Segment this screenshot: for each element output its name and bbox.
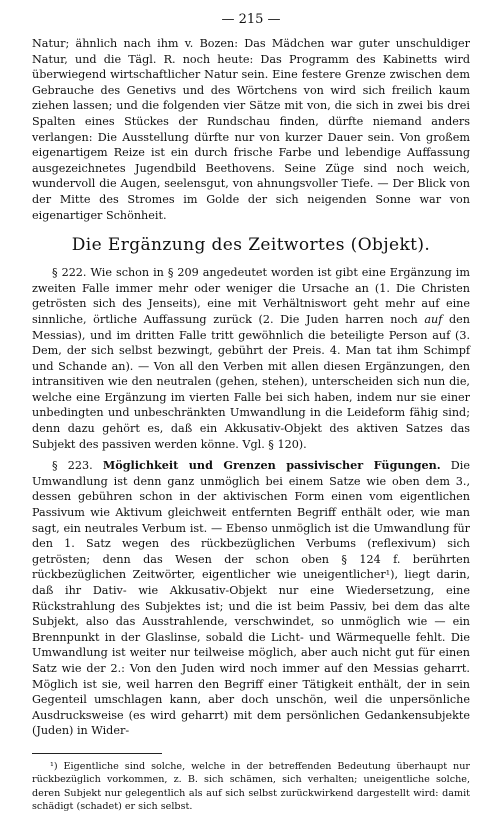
section-heading: Die Ergänzung des Zeitwortes (Objekt). xyxy=(71,235,431,256)
paragraph-222-emphasis: auf xyxy=(424,312,443,326)
paragraph-223-text: Die Umwandlung ist denn ganz unmöglich bei einem Satze wie oben dem 3., dessen gebühren schon in der aktivischen Form einen vom eigentlichen Passivum wie Aktivum gleichweit entfernten Begriff enthält oder, wie man sagt, ein neutrales Verbum ist. — Ebenso unmöglich ist die Umwandlung für den 1. Satz wegen des rückbezüglichen Verbums (reflexivum) sich getrösten; denn das Wesen der schon oben § 124 f. berührten rückbezüglichen Zeitwörter, eigentlicher wie uneigentlicher¹), liegt darin, daß ihr Dativ- wie Akkusativ-Objekt nur eine Wiedersetzung, eine Rückstrahlung des Subjektes ist; und die ist beim Passiv, bei dem das alte Subjekt, also das Ausstrahlende, verschwindet, so unmöglich wie — ein Brennpunkt in der Glaslinse, sobald die Licht- und Wärmequelle fehlt. Die Umwandlung ist weiter nur teilweise möglich, aber auch nicht gut für einen Satz wie der 2.: Von den Juden wird noch immer auf den Messias geharrt. Möglich ist sie, weil harren den Begriff einer Tätigkeit enthält, der in sein Gegenteil umschlagen kann, aber doch unschön, weil die unpersönliche Ausdrucksweise (es wird geharrt) mit dem persönlichen Gedankensubjekte (Juden) in Wider- xyxy=(32,459,470,738)
footnote-divider xyxy=(32,753,162,754)
paragraph-222 xyxy=(32,265,470,452)
paragraph-223-lead: § 223. xyxy=(52,459,103,473)
footnote: ¹) Eigentliche sind solche, welche in der betreffenden Bedeutung überhaupt nur rückbezüglich vorkommen, z. B. sich schämen, sich verhalten; uneigentliche solche, deren Subjekt nur gelegentlich als auf sich selbst zurückwirkend dargestellt wird: damit schädigt (schadet) er sich selbst. xyxy=(32,760,470,813)
page-number: — 215 — xyxy=(221,12,281,27)
intro-paragraph: Natur; ähnlich nach ihm v. Bozen: Das Mädchen war guter unschuldiger Natur, und die Tägl. R. noch heute: Das Programm des Kabinetts wird überwiegend wirtschaftlicher Natur sein. Eine festere Grenze zwischen dem Gebrauche des Genetivs und des Wörtchens von wird sich freilich kaum ziehen lassen; und die folgenden vier Sätze mit von, die sich in zwei bis drei Spalten eines Stückes der Rundschau finden, dürfte niemand anders verlangen: Die Ausstellung dürfte nur von kurzer Dauer sein. Von großem eigenartigem Reize ist ein durch frische Farbe und lebendige Auffassung ausgezeichnetes Jugendbild Beethovens. Seine Züge sind noch weich, wundervoll die Augen, seelensgut, von ahnungsvoller Tiefe. — Der Blick von der Mitte des Stromes im Golde der sich neigenden Sonne war von eigenartiger Schönheit. xyxy=(32,37,470,222)
paragraph-222-text-1: § 222. Wie schon in § 209 angedeutet worden ist gibt eine Ergänzung im zweiten Falle immer mehr oder weniger die Ursache an (1. Die Christen getrösten sich des Jenseits), eine mit Verhältniswort geht mehr auf eine sinnliche, örtliche Auffassung zurück (2. Die Juden harren noch xyxy=(32,266,470,326)
paragraph-223 xyxy=(32,458,470,739)
paragraph-222-text-2: den Messias), und im dritten Falle tritt gewöhnlich die beteiligte Person auf (3. Dem, der sich selbst bezwingt, gebührt der Preis. 4. Man tat ihm Schimpf und Schande an). — Von all den Verben mit allen diesen Ergänzungen, den intransitiven wie den neutralen (gehen, stehen), unterscheiden sich nun die, welche eine Ergänzung im vierten Falle bei sich haben, indem nur sie einer unbedingten und unbeschränkten Umwandlung in die Leideform fähig sind; denn dazu gehört es, daß ein Akkusativ-Objekt des aktiven Satzes das Subjekt des passiven werden könne. Vgl. § 120). xyxy=(32,312,471,451)
paragraph-223-title: Möglichkeit und Grenzen passivischer Fügungen. xyxy=(102,458,441,473)
